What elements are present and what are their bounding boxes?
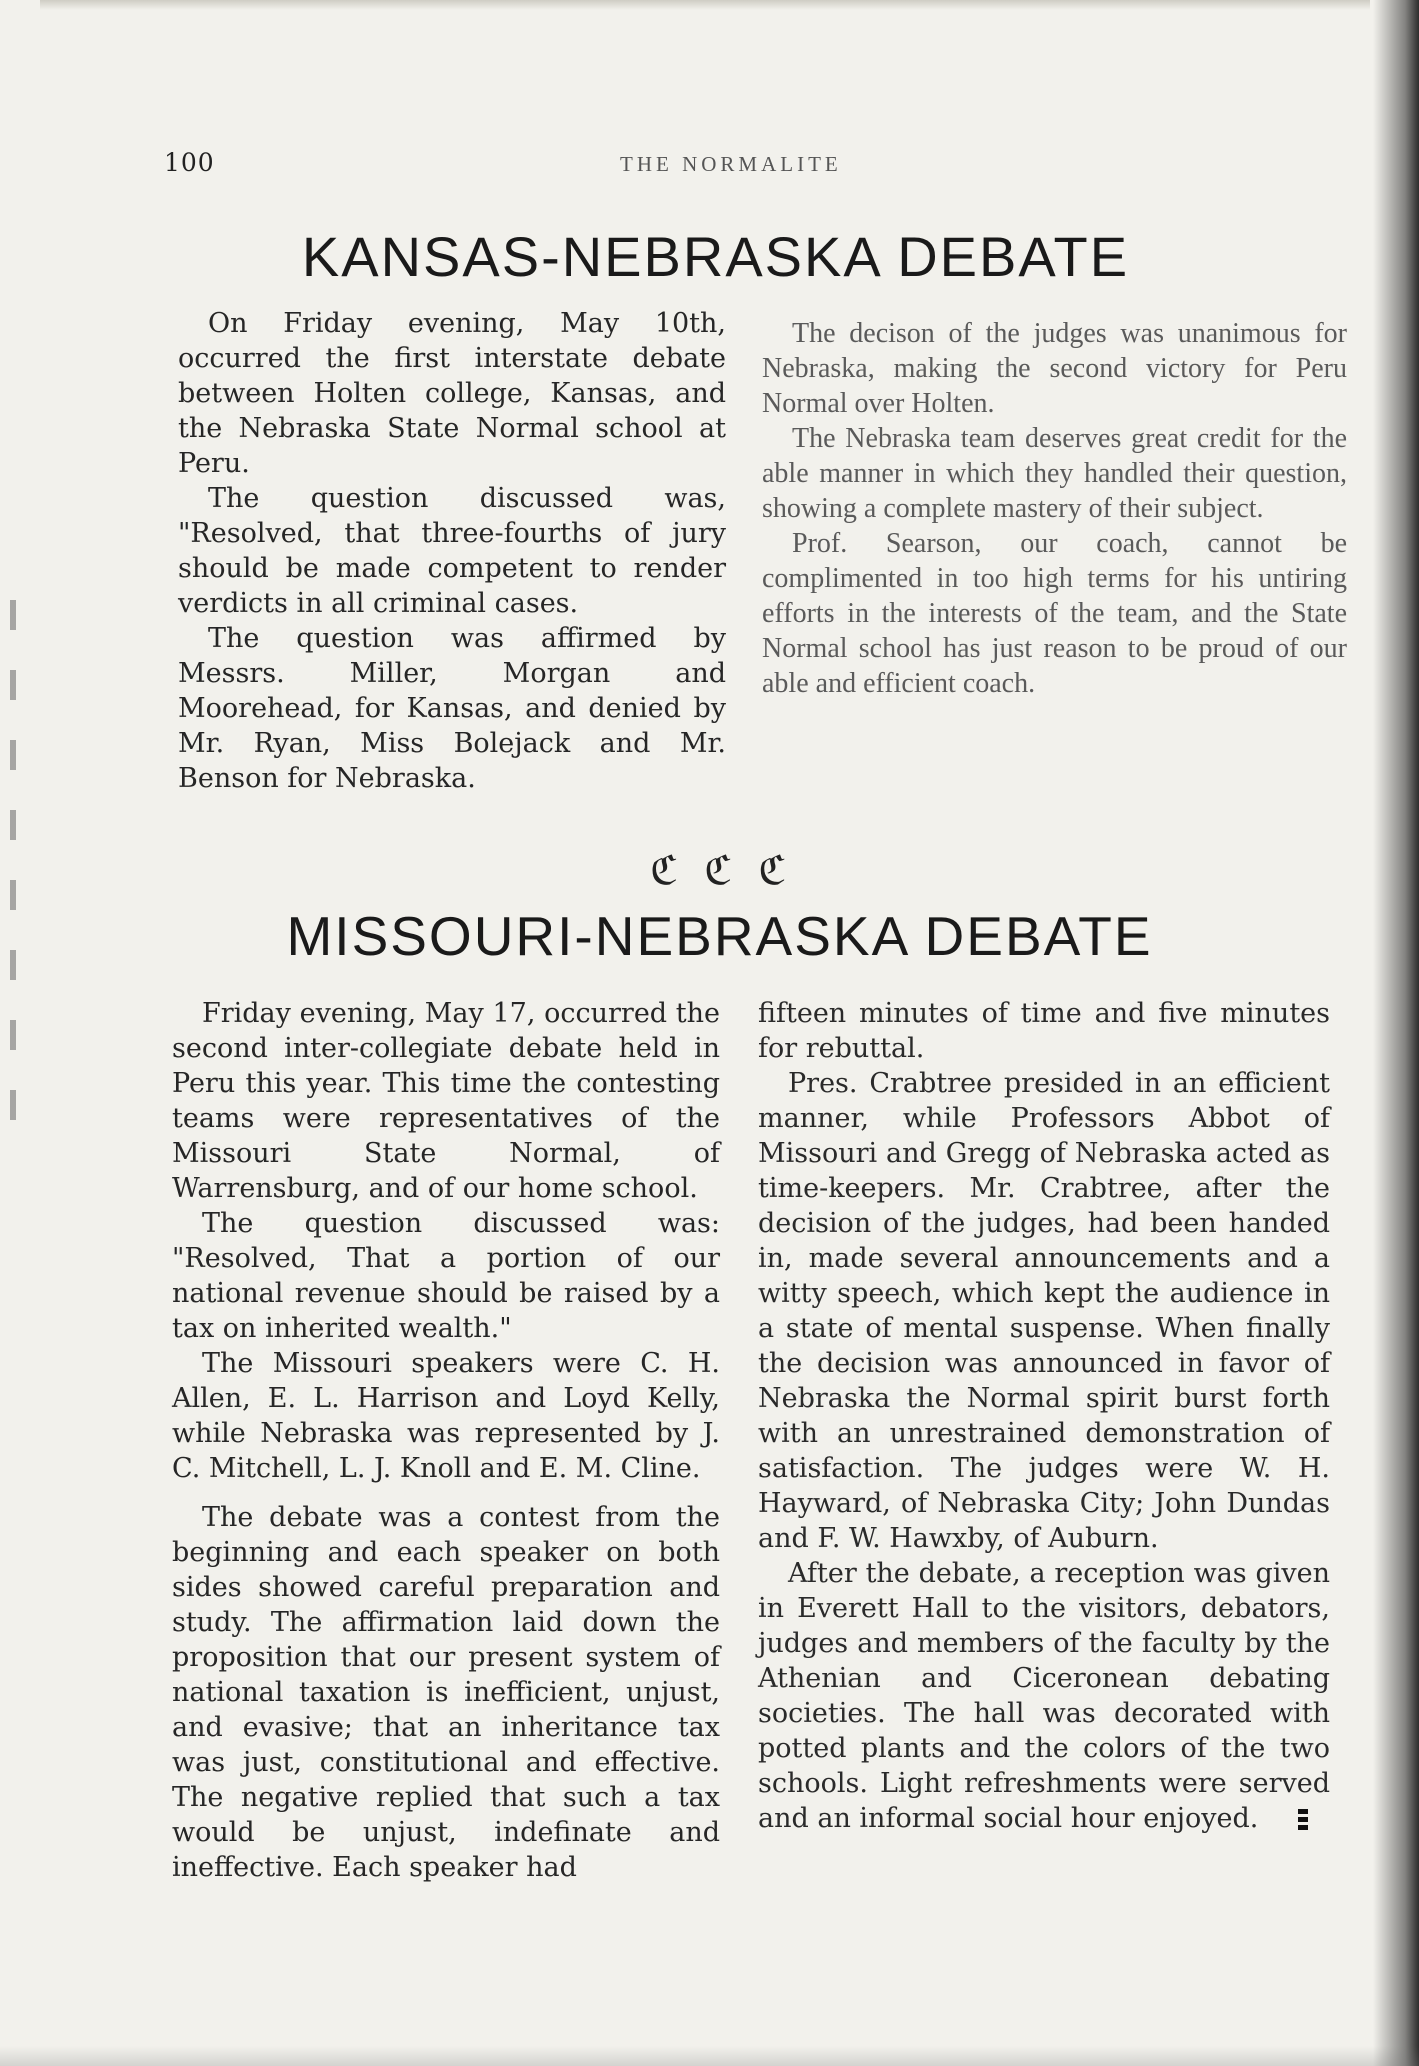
section-ornament: ℭℭℭ	[650, 848, 813, 894]
paragraph: Prof. Searson, our coach, cannot be complimented in too high terms for his untiring efforts in the interests of the team, and the State Normal school has just reason to be proud of our able and efficient coach.	[762, 528, 1347, 699]
paragraph: The question was affirmed by Messrs. Miller, Morgan and Moorehead, for Kansas, and denied by Mr. Ryan, Miss Bolejack and Mr. Benson for Nebraska.	[178, 623, 726, 794]
missouri-nebraska-column-right	[758, 996, 1330, 1836]
page-bottom-edge	[0, 2046, 1419, 2066]
paragraph: Pres. Crabtree presided in an efficient manner, while Professors Abbot of Missouri and Gregg of Nebraska acted as time-keepers. Mr. Crabtree, after the decision of the judges, had been handed in, made several announcements and a witty speech, which kept the audience in a state of mental suspense. When finally the decision was announced in favor of Nebraska the Normal spirit burst forth with an unrestrained demonstration of satisfaction. The judges were W. H. Hayward, of Nebraska City; John Dundas and F. W. Hawxby, of Auburn.	[758, 1068, 1330, 1554]
page-top-edge	[40, 0, 1370, 10]
page-number: 100	[164, 148, 215, 177]
paragraph: The question discussed was, "Resolved, that three-fourths of jury should be made competent to render verdicts in all criminal cases.	[178, 483, 726, 619]
paragraph: The question discussed was: "Resolved, That a portion of our national revenue should be raised by a tax on inherited wealth."	[172, 1208, 720, 1344]
missouri-nebraska-headline: MISSOURI-NEBRASKA DEBATE	[286, 905, 1153, 967]
end-of-article-mark	[1298, 1809, 1308, 1831]
paragraph	[758, 1556, 1330, 1836]
running-title: THE NORMALITE	[620, 152, 842, 176]
page-edge-shadow	[1373, 0, 1419, 2066]
missouri-nebraska-column-left	[172, 996, 720, 1885]
paragraph: fifteen minutes of time and five minutes for rebuttal.	[758, 998, 1330, 1064]
paragraph: Friday evening, May 17, occurred the second inter-collegiate debate held in Peru this year. This time the contesting teams were representatives of the Missouri State Normal, of Warrensburg, and of our home school.	[172, 998, 720, 1204]
kansas-nebraska-headline: KANSAS-NEBRASKA DEBATE	[301, 225, 1130, 288]
binding-marks	[10, 600, 16, 1160]
paragraph: On Friday evening, May 10th, occurred the first interstate debate between Holten college, Kansas, and the Nebraska State Normal school at Peru.	[178, 308, 726, 479]
paragraph: The Missouri speakers were C. H. Allen, E. L. Harrison and Loyd Kelly, while Nebraska was represented by J. C. Mitchell, L. J. Knoll and E. M. Cline.	[172, 1348, 720, 1484]
paragraph: The debate was a contest from the beginning and each speaker on both sides showed careful preparation and study. The affirmation laid down the proposition that our present system of national taxation is inefficient, unjust, and evasive; that an inheritance tax was just, constitutional and effective. The negative replied that such a tax would be unjust, indefinate and ineffective. Each speaker had	[172, 1502, 720, 1883]
kansas-nebraska-column-left	[178, 306, 726, 796]
kansas-nebraska-column-right	[762, 316, 1347, 701]
paragraph: The Nebraska team deserves great credit for the able manner in which they handled their question, showing a complete mastery of their subject.	[762, 423, 1347, 524]
paragraph: The decison of the judges was unanimous for Nebraska, making the second victory for Peru Normal over Holten.	[762, 318, 1347, 419]
paragraph-text: After the debate, a reception was given in Everett Hall to the visitors, debators, judges and members of the faculty by the Athenian and Ciceronean debating societies. The hall was decorated with potted plants and the colors of the two schools. Light refreshments were served and an informal social hour enjoyed.	[758, 1558, 1330, 1834]
